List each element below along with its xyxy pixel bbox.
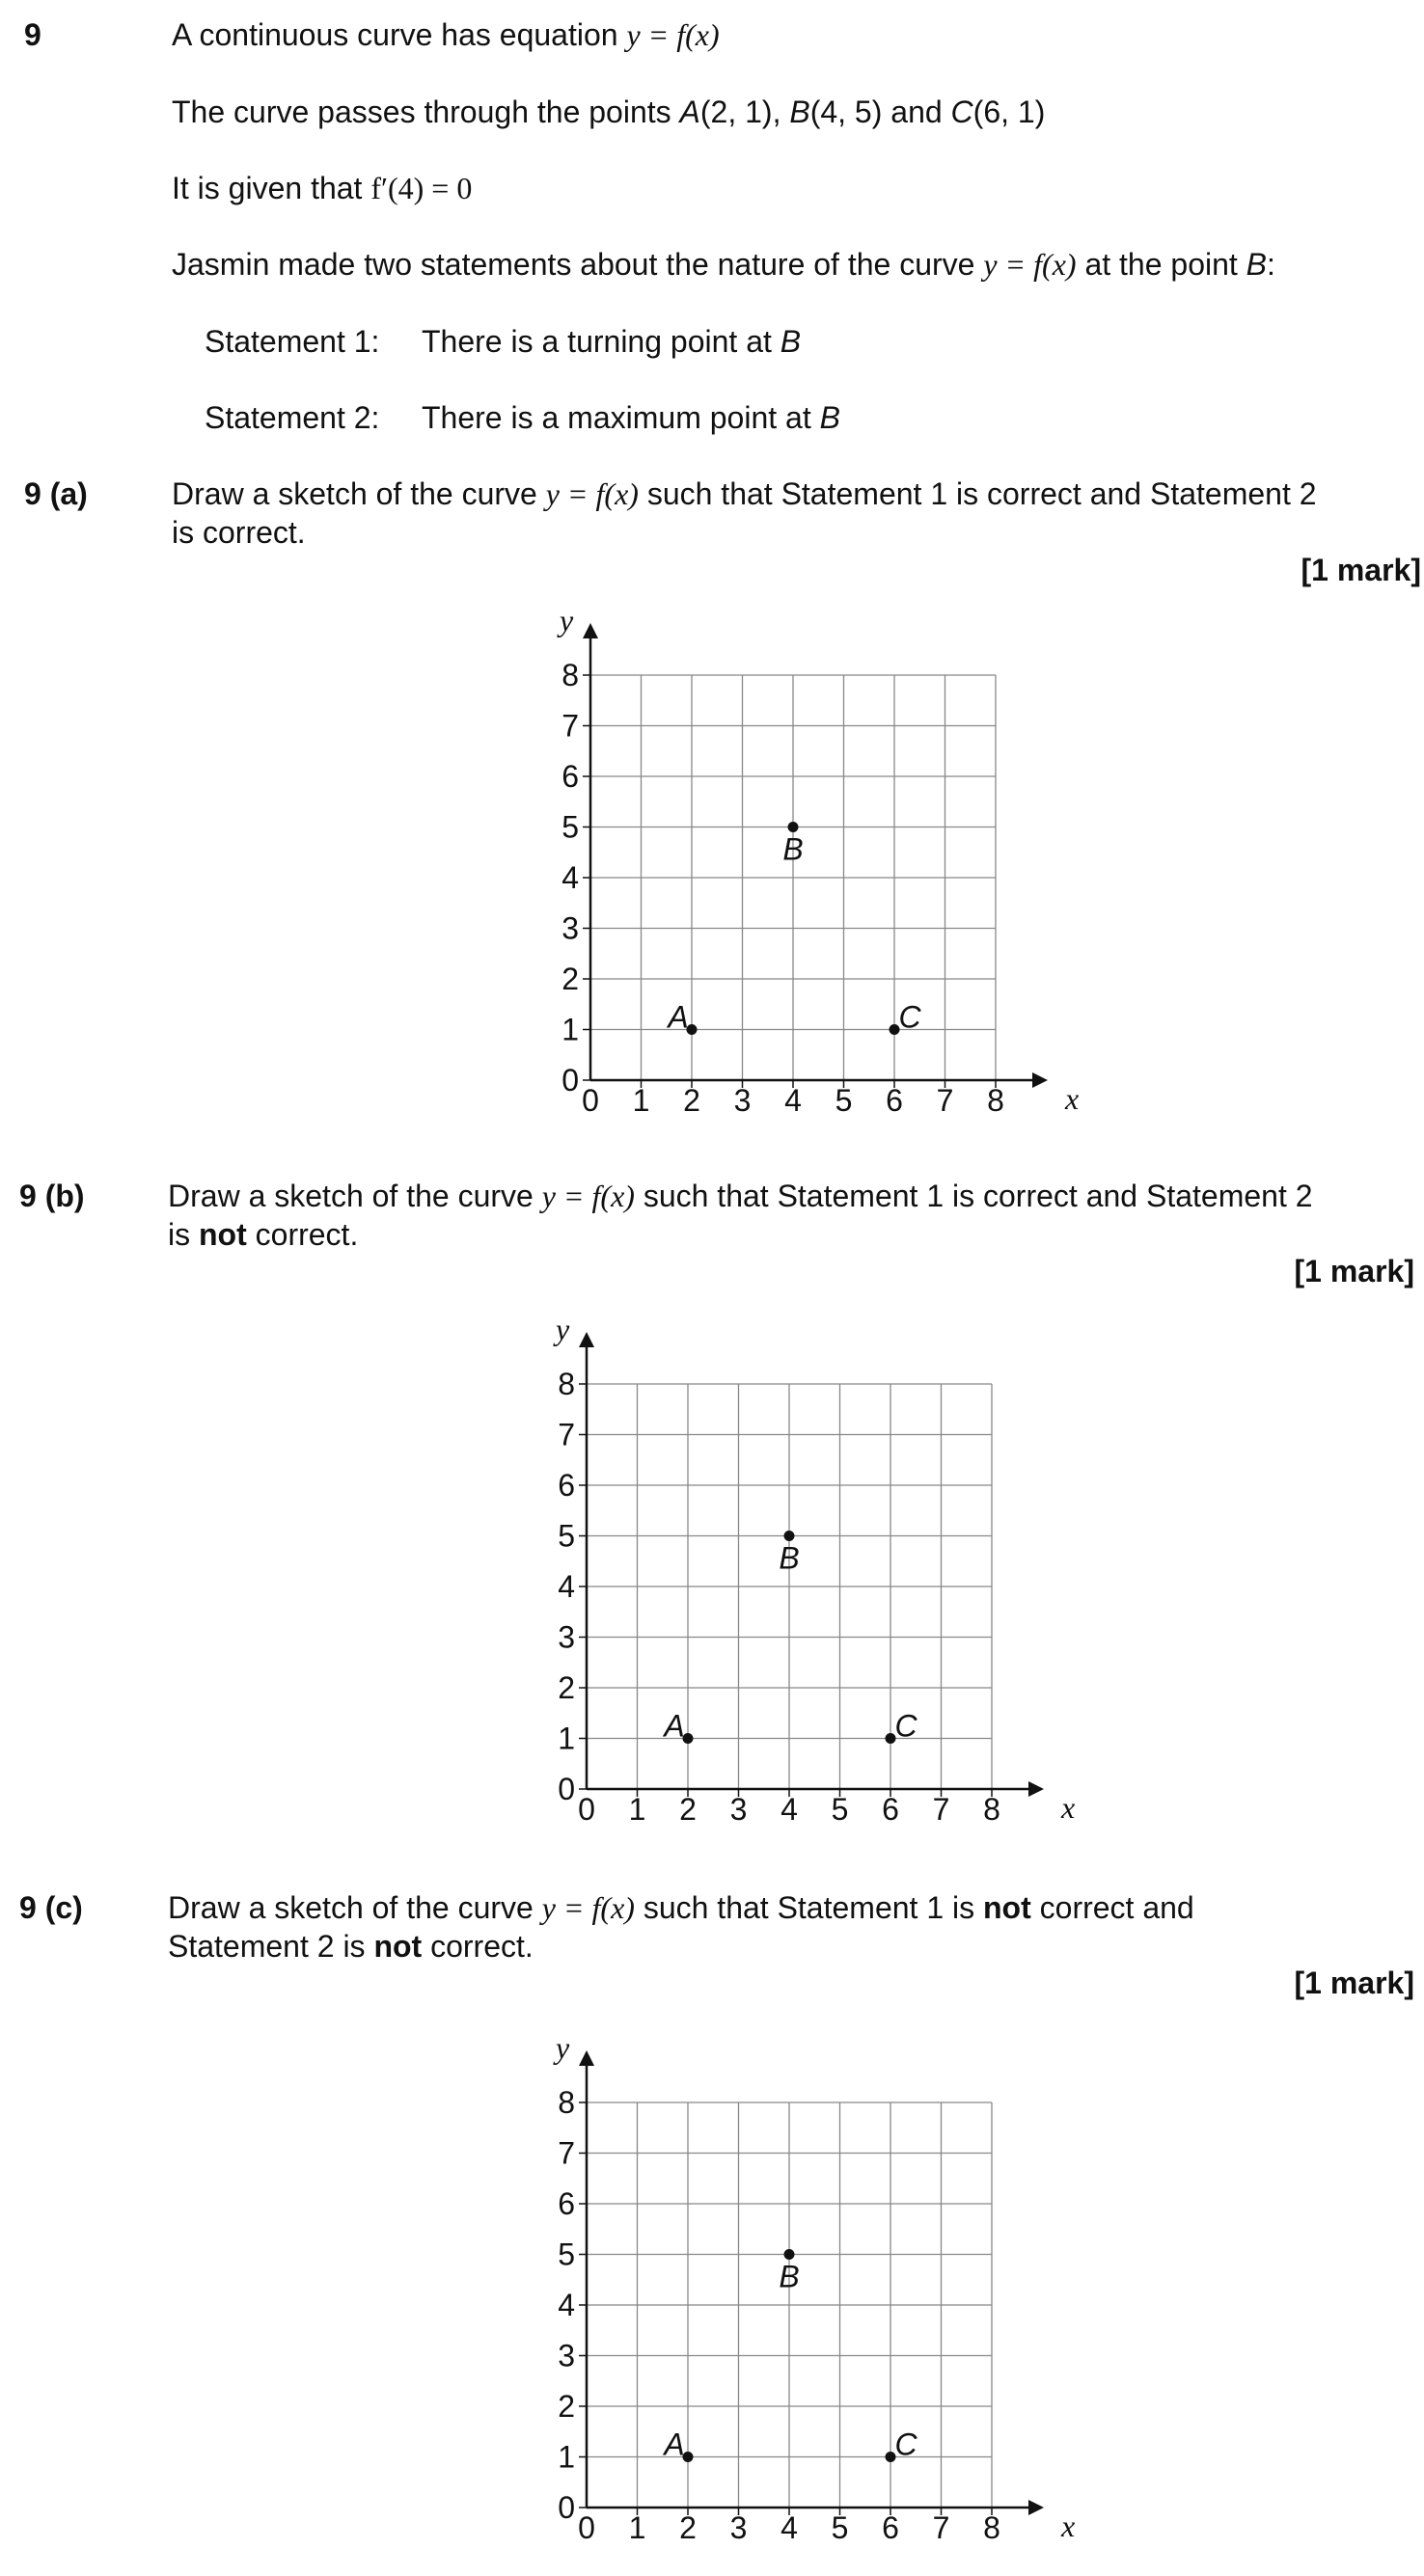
y-tick-label: 8	[561, 658, 579, 692]
statement-1-label: Statement 1:	[205, 324, 380, 359]
x-tick-label: 6	[882, 1792, 899, 1827]
line4-end: :	[1267, 247, 1275, 282]
y-tick-label: 6	[558, 2186, 575, 2221]
y-axis-arrow-icon	[579, 1332, 594, 1347]
x-tick-label: 8	[987, 1083, 1004, 1118]
point-label-c: C	[894, 2427, 917, 2462]
part-b-label: 9 (b)	[19, 1179, 85, 1213]
x-tick-label: 3	[733, 1083, 752, 1118]
y-tick-label: 1	[558, 1721, 575, 1756]
part-c-line-2: Statement 2 is not correct.	[168, 1929, 534, 1964]
x-tick-label: 7	[932, 1792, 950, 1827]
x-tick-label: 6	[882, 2510, 899, 2545]
x-tick-label: 0	[578, 2510, 595, 2545]
y-axis-arrow-icon	[583, 623, 598, 638]
line2-prefix: The curve passes through the points	[172, 95, 680, 129]
x-tick-label: 7	[932, 2510, 950, 2545]
line4-suffix: at the point	[1084, 247, 1238, 282]
y-axis-label: y	[560, 603, 574, 637]
not-emphasis: not	[199, 1217, 247, 1252]
y-tick-label: 4	[561, 860, 579, 895]
y-tick-label: 2	[558, 1670, 575, 1705]
part-a-line-2: is correct.	[172, 515, 306, 550]
x-axis-arrow-icon	[1028, 2500, 1044, 2515]
grid-b	[536, 1312, 1076, 1847]
y-tick-label: 3	[558, 2338, 575, 2373]
part-a-line-1: Draw a sketch of the curve y = f(x) such that Statement 1 is correct and Statement 2	[172, 476, 1317, 511]
y-tick-label: 3	[558, 1619, 575, 1655]
y-tick-label: 5	[558, 2237, 575, 2272]
statement-2-text: There is a maximum point at B	[422, 400, 840, 435]
x-tick-label: 7	[936, 1083, 954, 1118]
y-tick-label: 1	[558, 2439, 575, 2475]
point-label-c: C	[898, 999, 921, 1035]
part-c-label: 9 (c)	[19, 1890, 83, 1925]
x-tick-label: 1	[628, 1792, 646, 1827]
y-axis-label: y	[556, 2030, 570, 2065]
x-tick-label: 4	[784, 1083, 802, 1118]
y-tick-label: 3	[561, 910, 579, 946]
question-line-1	[172, 15, 720, 54]
question-line-2	[172, 93, 1045, 131]
x-axis-arrow-icon	[1032, 1072, 1048, 1088]
y-tick-label: 7	[558, 1417, 575, 1452]
y-tick-label: 4	[558, 1569, 575, 1604]
x-tick-label: 3	[729, 2510, 748, 2545]
x-tick-label: 8	[983, 1792, 1000, 1827]
y-tick-label: 2	[558, 2389, 575, 2424]
not-emphasis: not	[373, 1929, 423, 1964]
y-tick-label: 8	[558, 1367, 575, 1401]
part-b-marks: [1 mark]	[1294, 1254, 1414, 1288]
line4-equation: y = f(x)	[983, 247, 1077, 282]
y-tick-label: 5	[558, 1518, 575, 1554]
y-tick-label: 7	[561, 708, 579, 744]
y-axis-label: y	[556, 1312, 570, 1346]
x-tick-label: 1	[632, 1083, 650, 1118]
x-tick-label: 5	[835, 1083, 853, 1118]
y-tick-label: 7	[558, 2135, 575, 2171]
x-tick-label: 0	[582, 1083, 599, 1118]
question-line-3	[172, 169, 472, 207]
x-axis-label: x	[1061, 1790, 1076, 1825]
y-tick-label: 0	[561, 1063, 579, 1098]
point-label-a: A	[664, 1708, 685, 1744]
point-b-name: B	[789, 95, 810, 129]
y-tick-label: 1	[561, 1012, 579, 1047]
part-c-line-1: Draw a sketch of the curve y = f(x) such that Statement 1 is not correct and	[168, 1890, 1194, 1925]
x-tick-label: 5	[831, 1792, 849, 1827]
point-label-b: B	[779, 1540, 800, 1576]
question-line-4	[172, 245, 1275, 284]
y-tick-label: 8	[558, 2085, 575, 2120]
statement-2-label: Statement 2:	[205, 400, 380, 435]
line1-prefix: A continuous curve has equation	[172, 17, 618, 52]
point-label-a: A	[664, 2427, 685, 2462]
point-label-c: C	[894, 1708, 917, 1744]
part-b-line-2: is not correct.	[168, 1217, 359, 1252]
question-number: 9	[24, 17, 41, 52]
x-tick-label: 0	[578, 1792, 595, 1827]
y-tick-label: 6	[561, 759, 579, 794]
point-a-name: A	[679, 95, 700, 129]
line4-prefix: Jasmin made two statements about the nature of the curve	[172, 247, 975, 282]
equation: y = f(x)	[626, 17, 720, 52]
point-b	[784, 1531, 795, 1541]
x-axis-label: x	[1065, 1081, 1080, 1116]
y-axis-arrow-icon	[579, 2050, 594, 2066]
x-axis-label: x	[1061, 2508, 1076, 2543]
x-tick-label: 3	[729, 1792, 748, 1827]
line4-point-b: B	[1246, 247, 1268, 282]
part-a-label: 9 (a)	[24, 476, 88, 511]
point-c-coords: (6, 1)	[972, 95, 1046, 129]
x-tick-label: 2	[679, 2510, 697, 2545]
x-tick-label: 2	[683, 1083, 700, 1118]
x-tick-label: 4	[780, 1792, 798, 1827]
y-tick-label: 0	[558, 2490, 575, 2525]
point-b	[788, 822, 799, 832]
part-b-line-1: Draw a sketch of the curve y = f(x) such that Statement 1 is correct and Statement 2	[168, 1179, 1313, 1213]
x-tick-label: 6	[886, 1083, 903, 1118]
y-tick-label: 2	[561, 962, 579, 996]
derivative-condition: f′(4) = 0	[370, 171, 473, 205]
x-tick-label: 2	[679, 1792, 697, 1827]
point-label-b: B	[779, 2259, 800, 2294]
x-tick-label: 1	[628, 2510, 646, 2545]
y-tick-label: 0	[558, 1772, 575, 1806]
x-axis-arrow-icon	[1028, 1781, 1044, 1797]
grid-c	[536, 2030, 1076, 2565]
statement-1-text: There is a turning point at B	[422, 324, 802, 359]
y-tick-label: 6	[558, 1468, 575, 1503]
x-tick-label: 5	[831, 2510, 849, 2545]
not-emphasis: not	[983, 1890, 1031, 1925]
y-tick-label: 5	[561, 809, 579, 845]
part-c-marks: [1 mark]	[1294, 1966, 1414, 2000]
x-tick-label: 4	[780, 2510, 798, 2545]
x-tick-label: 8	[983, 2510, 1000, 2545]
grid-a	[540, 603, 1080, 1138]
point-a-coords: (2, 1),	[699, 95, 790, 129]
part-a-marks: [1 mark]	[1301, 553, 1421, 587]
point-label-b: B	[782, 831, 804, 867]
point-b	[784, 2249, 795, 2260]
point-b-coords: (4, 5) and	[809, 95, 951, 129]
line3-prefix: It is given that	[172, 171, 363, 205]
y-tick-label: 4	[558, 2288, 575, 2322]
point-c-name: C	[950, 95, 973, 129]
point-label-a: A	[668, 999, 689, 1035]
